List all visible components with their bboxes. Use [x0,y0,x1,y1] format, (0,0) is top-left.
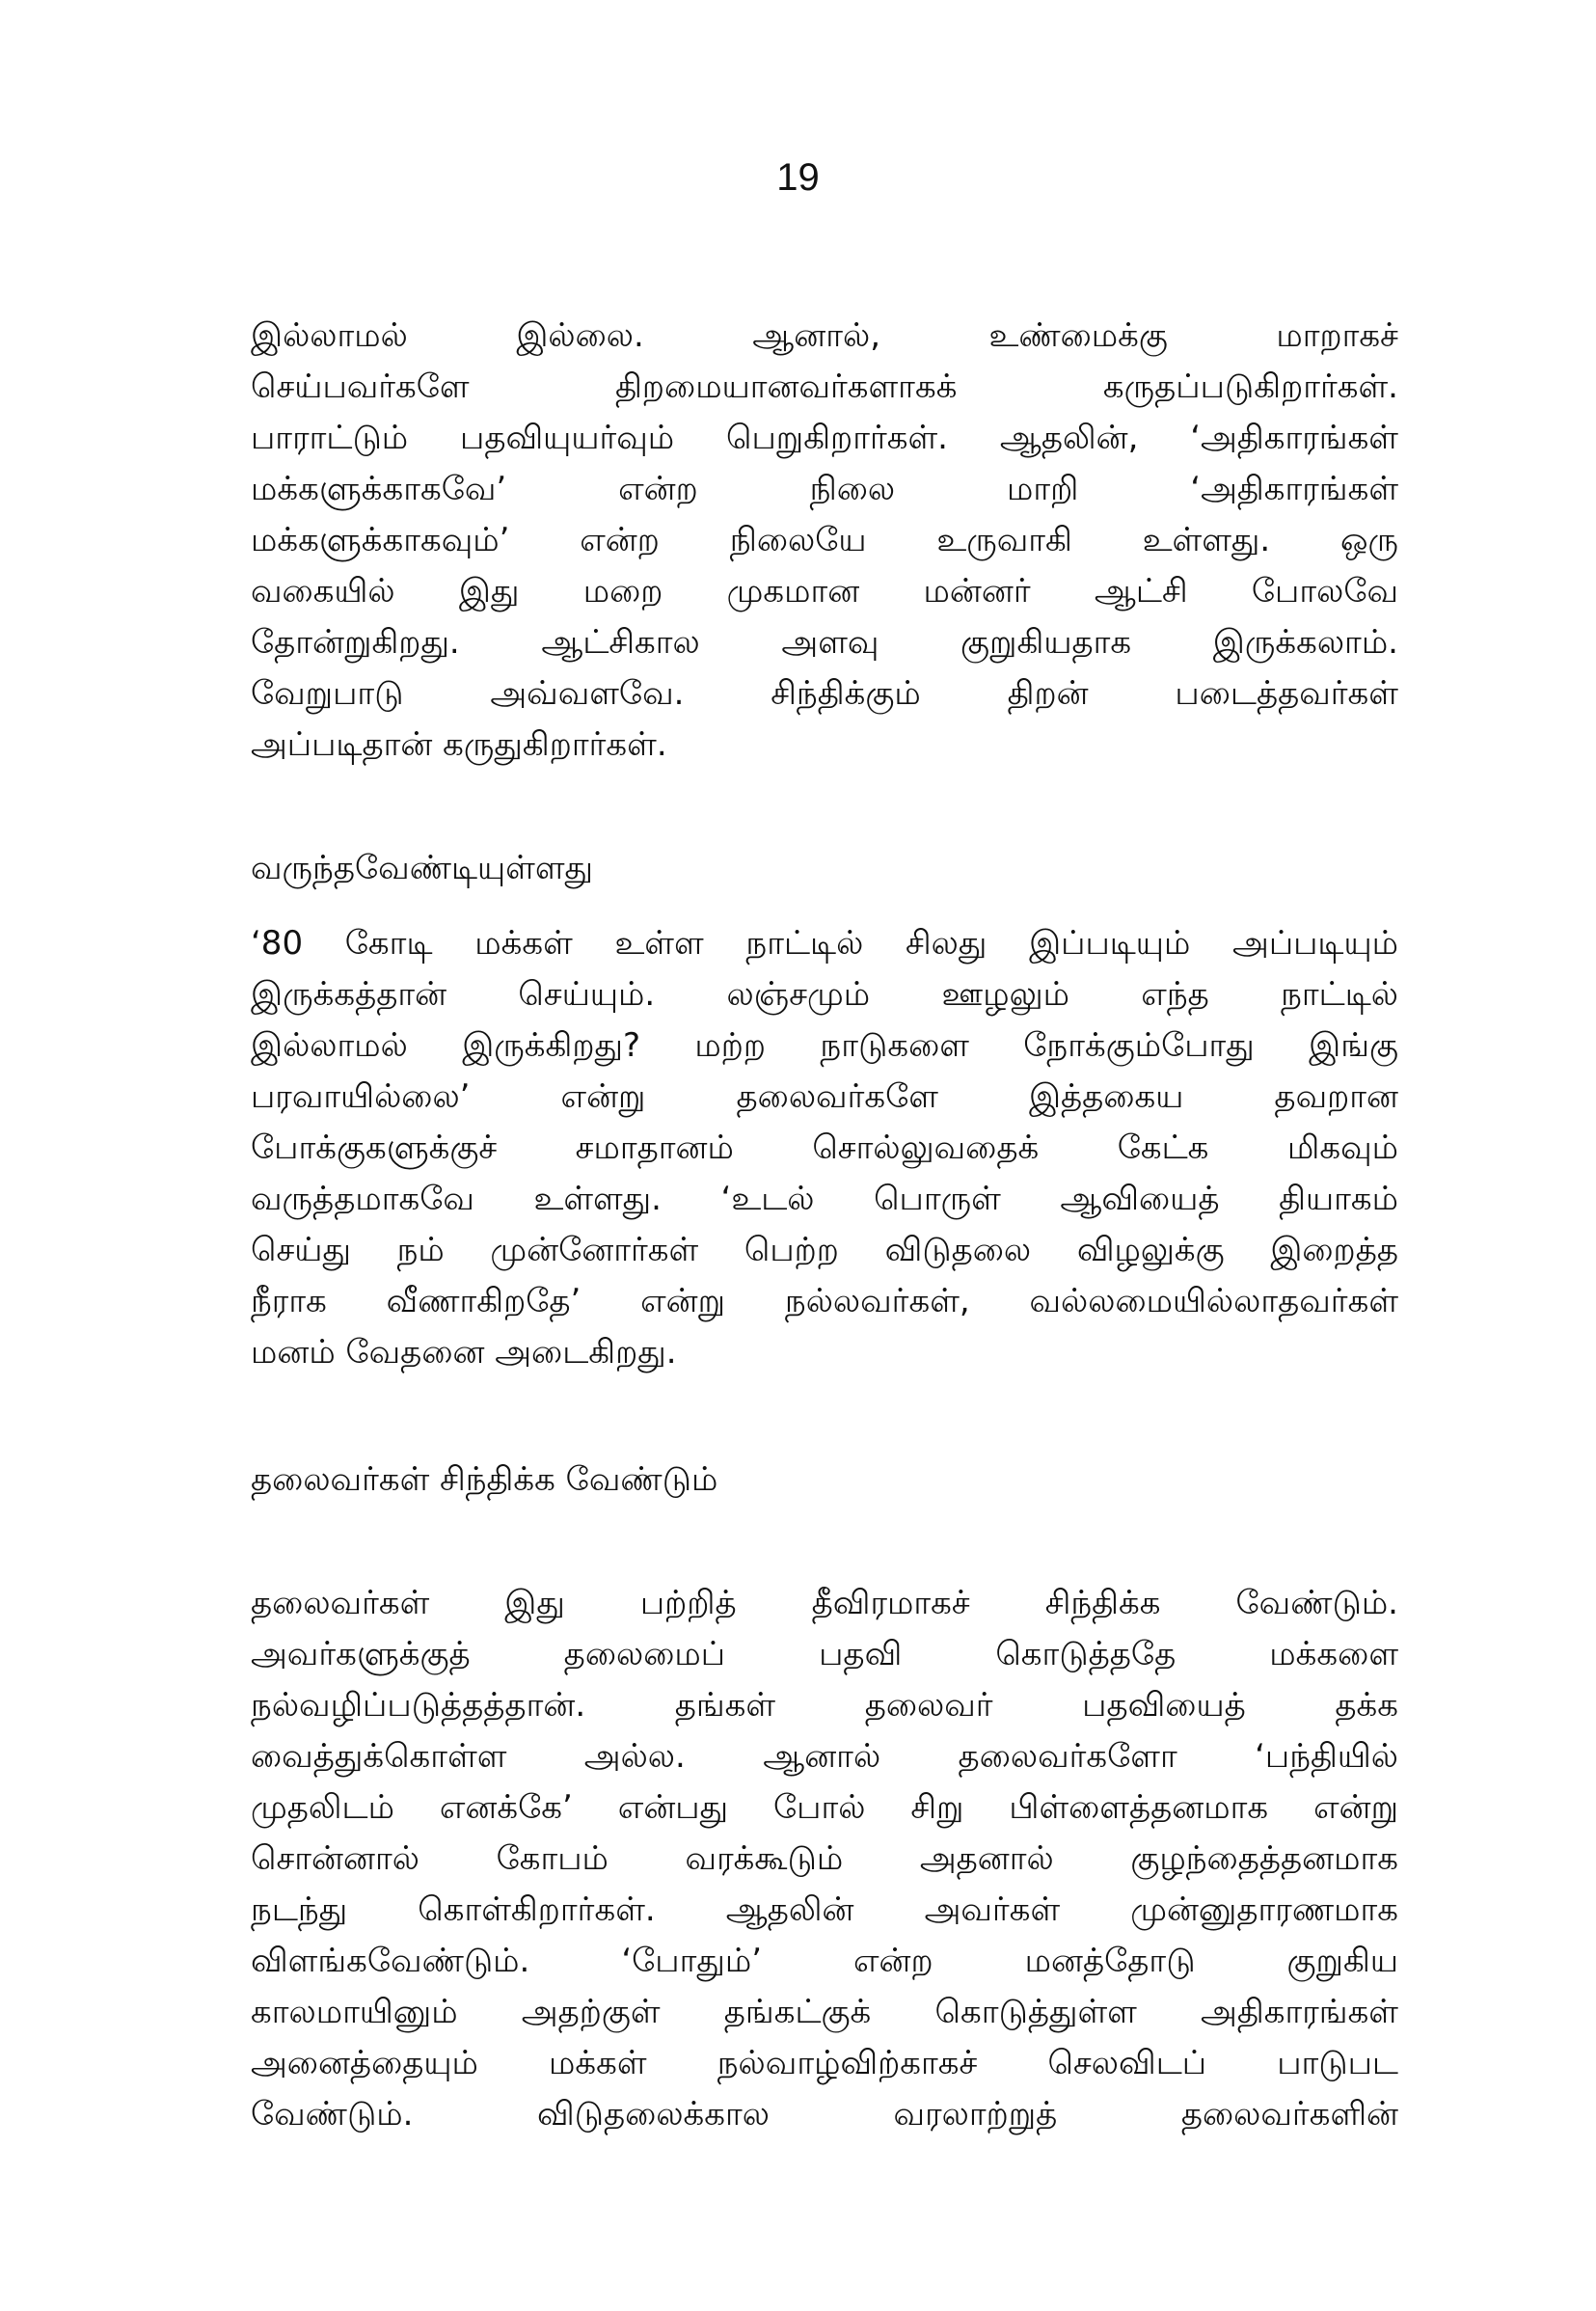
paragraph-line: பரவாயில்லை’ என்று தலைவர்களே இத்தகைய தவறான [251,1077,1398,1116]
paragraph-line: நல்வழிப்படுத்தத்தான். தங்கள் தலைவர் பதவியைத் தக்க [251,1686,1398,1725]
paragraph-line: அப்படிதான் கருதுகிறார்கள். [251,725,667,764]
paragraph-line: வேறுபாடு அவ்வளவே. சிந்திக்கும் திறன் படைத்தவர்கள் [251,674,1398,713]
paragraph-line: செய்து நம் முன்னோர்கள் பெற்ற விடுதலை விழலுக்கு இறைத்த [251,1231,1398,1269]
paragraph-line: விளங்கவேண்டும். ‘போதும்’ என்ற மனத்தோடு குறுகிய [251,1942,1398,1980]
paragraph-line: ‘80 கோடி மக்கள் உள்ள நாட்டில் சிலது இப்படியும் அப்படியும் [251,924,1398,963]
paragraph-line: அவர்களுக்குத் தலைமைப் பதவி கொடுத்ததே மக்களை [251,1635,1398,1673]
paragraph-line: வைத்துக்கொள்ள அல்ல. ஆனால் தலைவர்களோ ‘பந்தியில் [251,1737,1398,1776]
paragraph-line: முதலிடம் எனக்கே’ என்பது போல் சிறு பிள்ளைத்தனமாக என்று [251,1788,1398,1827]
paragraph-line: தோன்றுகிறது. ஆட்சிகால அளவு குறுகியதாக இருக்கலாம். [251,623,1398,662]
paragraph-line: மக்களுக்காகவும்’ என்ற நிலையே உருவாகி உள்ளது. ஒரு [251,521,1398,559]
paragraph-line: தலைவர்கள் இது பற்றித் தீவிரமாகச் சிந்திக்க வேண்டும். [251,1584,1398,1622]
page-number: 19 [776,156,820,199]
paragraph-line: வகையில் இது மறை முகமான மன்னர் ஆட்சி போலவே [251,572,1398,611]
paragraph-line: வேண்டும். விடுதலைக்கால வரலாற்றுத் தலைவர்களின் [251,2095,1398,2134]
paragraph-line: இல்லாமல் இல்லை. ஆனால், உண்மைக்கு மாறாகச் [251,316,1398,355]
paragraph-line: வருத்தமாகவே உள்ளது. ‘உடல் பொருள் ஆவியைத் தியாகம் [251,1180,1398,1218]
paragraph-line: இல்லாமல் இருக்கிறது? மற்ற நாடுகளை நோக்கும்போது இங்கு [251,1026,1398,1065]
paragraph-line: இருக்கத்தான் செய்யும். லஞ்சமும் ஊழலும் எந்த நாட்டில் [251,975,1398,1014]
paragraph-line: அனைத்தையும் மக்கள் நல்வாழ்விற்காகச் செலவிடப் பாடுபட [251,2044,1398,2082]
section-heading: வருந்தவேண்டியுள்ளது [251,849,594,887]
paragraph-line: சொன்னால் கோபம் வரக்கூடும் அதனால் குழந்தைத்தனமாக [251,1839,1398,1878]
paragraph-line: காலமாயினும் அதற்குள் தங்கட்குக் கொடுத்துள்ள அதிகாரங்கள் [251,1993,1398,2031]
paragraph-line: மனம் வேதனை அடைகிறது. [251,1333,677,1372]
paragraph-line: நீராக வீணாகிறதே’ என்று நல்லவர்கள், வல்லமையில்லாதவர்கள் [251,1282,1398,1320]
paragraph-line: போக்குகளுக்குச் சமாதானம் சொல்லுவதைக் கேட்க மிகவும் [251,1128,1398,1167]
paragraph-line: மக்களுக்காகவே’ என்ற நிலை மாறி ‘அதிகாரங்கள் [251,470,1398,508]
paragraph-line: நடந்து கொள்கிறார்கள். ஆதலின் அவர்கள் முன்னுதாரணமாக [251,1890,1398,1929]
paragraph-line: செய்பவர்களே திறமையானவர்களாகக் கருதப்படுகிறார்கள். [251,367,1398,406]
paragraph-line: பாராட்டும் பதவியுயர்வும் பெறுகிறார்கள். ஆதலின், ‘அதிகாரங்கள் [251,419,1398,457]
section-heading: தலைவர்கள் சிந்திக்க வேண்டும் [251,1460,718,1499]
